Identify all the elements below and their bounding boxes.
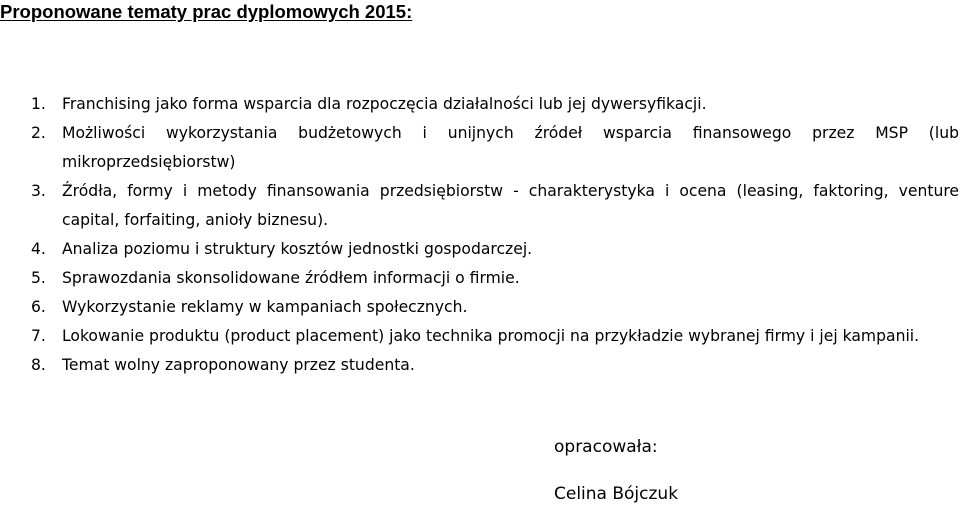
topic-text: Franchising jako forma wsparcia dla rozpoczęcia działalności lub jej dywersyfikacji. xyxy=(62,95,707,113)
topic-list xyxy=(31,90,959,380)
topic-item-3 xyxy=(31,177,959,235)
topic-text: Wykorzystanie reklamy w kampaniach społecznych. xyxy=(62,298,468,316)
topic-number: 4. xyxy=(31,240,46,258)
topic-number: 5. xyxy=(31,269,46,287)
signature-name: Celina Bójczuk xyxy=(554,484,679,504)
topic-number: 3. xyxy=(31,182,46,200)
topic-text: Analiza poziomu i struktury kosztów jednostki gospodarczej. xyxy=(62,240,533,258)
topic-text: Temat wolny zaproponowany przez studenta. xyxy=(62,356,415,374)
signature-role: opracowała: xyxy=(554,437,658,457)
topic-item-4 xyxy=(31,235,959,264)
topic-number: 6. xyxy=(31,298,46,316)
topic-text: Źródła, formy i metody finansowania przedsiębiorstw - charakterystyka i ocena (leasing, faktoring, venture capital, forfaiting, anioły biznesu). xyxy=(62,182,959,229)
topic-number: 7. xyxy=(31,327,46,345)
topic-number: 1. xyxy=(31,95,46,113)
topic-item-6 xyxy=(31,293,959,322)
topic-item-7 xyxy=(31,322,959,351)
topic-number: 8. xyxy=(31,356,46,374)
topic-item-8 xyxy=(31,351,959,380)
document-title: Proponowane tematy prac dyplomowych 2015: xyxy=(0,1,413,22)
topic-text: Możliwości wykorzystania budżetowych i unijnych źródeł wsparcia finansowego przez MSP (lub mikroprzedsiębiorstw) xyxy=(62,124,959,171)
topic-text: Sprawozdania skonsolidowane źródłem informacji o firmie. xyxy=(62,269,520,287)
topic-item-2 xyxy=(31,119,959,177)
topic-number: 2. xyxy=(31,124,46,142)
topic-item-1 xyxy=(31,90,959,119)
topic-text: Lokowanie produktu (product placement) jako technika promocji na przykładzie wybranej firmy i jej kampanii. xyxy=(62,327,920,345)
topic-item-5 xyxy=(31,264,959,293)
